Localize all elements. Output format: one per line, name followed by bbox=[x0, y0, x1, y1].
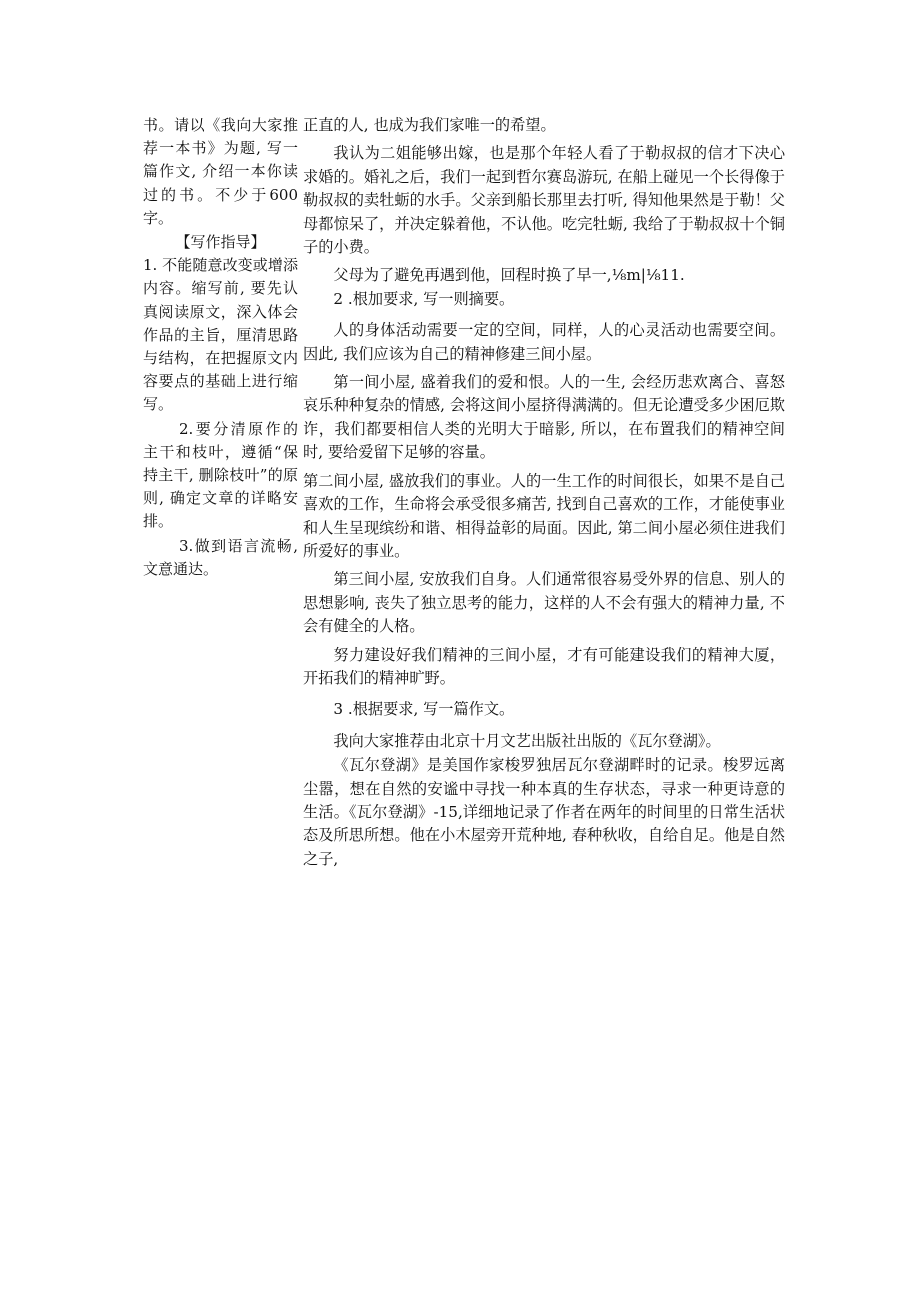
summary-paragraph-5: 努力建设好我们精神的三间小屋，才有可能建设我们的精神大厦，开拓我们的精神旷野。 bbox=[303, 645, 785, 687]
summary-paragraph-2: 第一间小屋, 盛着我们的爱和恨。人的一生, 会经历悲欢离合、喜怒哀乐种种复杂的情感, 会将这间小屋挤得满满的。但无论遭受多少困厄欺诈，我们都要相信人类的光明大于暗影, 所以，在布置我们的精神空间时, 要给爱留下足够的容量。 bbox=[303, 373, 785, 462]
guide-point-2: 2.要分清原作的主干和枝叶，遵循“保持主干, 删除枝叶”的原则, 确定文章的详略安排。 bbox=[143, 419, 298, 531]
essay-prompt-text: 书。请以《我向大家推荐一本书》为题, 写一篇作文, 介绍一本你读过的书。不少于600字。 bbox=[143, 116, 298, 227]
summary-paragraph-1: 人的身体活动需要一定的空间，同样，人的心灵活动也需要空间。因此, 我们应该为自己的精神修建三间小屋。 bbox=[303, 321, 785, 363]
answer-column bbox=[303, 114, 785, 871]
story-paragraph-2: 我认为二姐能够出嫁，也是那个年轻人看了于勒叔叔的信才下决心求婚的。婚礼之后，我们一起到哲尔赛岛游玩, 在船上碰见一个长得像于勒叔叔的卖牡蛎的水手。父亲到船长那里去打听, 得知他果然是于勒！父母都惊呆了，并决定躲着他，不认他。吃完牡蛎, 我给了于勒叔叔十个铜子的小费。 bbox=[303, 144, 785, 257]
guide-point-3: 3.做到语言流畅, 文意通达。 bbox=[143, 536, 298, 578]
essay-paragraph-2: 《瓦尔登湖》是美国作家梭罗独居瓦尔登湖畔时的记录。梭罗远离尘嚣，想在自然的安谧中寻找一种本真的生存状态，寻求一种更诗意的生活。《瓦尔登湖》-15,详细地记录了作者在两年的时间里的日常生活状态及所思所想。他在小木屋旁开荒种地, 春种秋收，自给自足。他是自然之子, bbox=[303, 756, 785, 868]
summary-paragraph-4: 第三间小屋, 安放我们自身。人们通常很容易受外界的信息、别人的思想影响, 丧失了独立思考的能力，这样的人不会有强大的精神力量, 不会有健全的人格。 bbox=[303, 570, 785, 636]
story-paragraph-1: 正直的人, 也成为我们家唯一的希望。 bbox=[303, 116, 556, 134]
summary-paragraph-3: 第二间小屋, 盛放我们的事业。人的一生工作的时间很长，如果不是自己喜欢的工作，生命将会承受很多痛苦, 找到自己喜欢的工作，才能使事业和人生呈现缤纷和谐、相得益彰的局面。因此, 第二间小屋必须住进我们所爱好的事业。 bbox=[303, 471, 785, 560]
story-paragraph-3: 父母为了避免再遇到他，回程时换了早一,⅛m|⅛11. bbox=[333, 266, 685, 285]
guide-point-1: 1. 不能随意改变或增添内容。缩写前, 要先认真阅读原文，深入体会作品的主旨，厘清思路与结构，在把握原文内容要点的基础上进行缩写。 bbox=[143, 256, 298, 414]
essay-paragraph-1: 我向大家推荐由北京十月文艺出版社出版的《瓦尔登湖》。 bbox=[333, 731, 721, 750]
writing-guide-column bbox=[143, 114, 298, 581]
question-3-heading: 3 .根据要求, 写一篇作文。 bbox=[333, 700, 515, 719]
question-2-heading: 2 .根加要求, 写一则摘要。 bbox=[333, 289, 515, 308]
writing-guide-title: 【写作指导】 bbox=[175, 233, 266, 252]
